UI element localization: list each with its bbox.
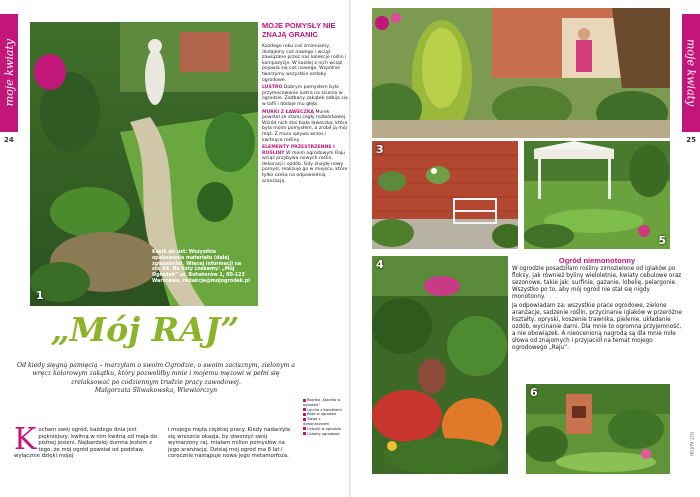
- right-heading: Ogród niemonotonny: [558, 256, 636, 265]
- pergola-illustration: [524, 141, 670, 249]
- article-title: „Mój RAJ”: [50, 310, 240, 349]
- body-column-2: i mojego męża ciężkiej pracy. Kiedy nadarzyła się wreszcie okazja, by stworzyć swój wymarzony raj, miałam milion pomysłów na jego aranżację. Dzisiaj mój ogród ma 8 lat i corocznie nastąpuje nowa jego metamorfoza.: [168, 427, 290, 459]
- sidebar-intro: Każdego roku coś zmieniamy, dodajemy coś nowego i wciąż zawiązane przez nas kolekcje roślin i kompozycje. W każdej z nich wciąż pojawia się coś nowego. Wspólnie tworzymy wszystkie ozdoby ogrodowe.: [262, 44, 347, 83]
- square-bullet-icon: [303, 399, 306, 402]
- drop-cap: K: [14, 422, 37, 457]
- section-tab-left: moje kwiaty: [0, 14, 18, 132]
- square-bullet-icon: [303, 432, 306, 435]
- article-author: Małgorzata Śliwakowska, Wiewiórczyn: [94, 387, 218, 395]
- sidebar-item-label: ELEMENTY PRZESTRZENNE I ROŚLINY: [262, 145, 335, 156]
- photo-number: 4: [376, 258, 384, 271]
- legend-item: Róże w ogrodzie: [303, 412, 347, 417]
- legend-item: Ozdoby ogrodowe: [303, 432, 347, 437]
- legend-item: Trawa z dzwoneczkami: [303, 417, 330, 426]
- square-bullet-icon: [303, 418, 306, 421]
- sidebar-item: ELEMENTY PRZESTRZENNE I ROŚLINY W moim ogrodowym Raju wciąż przybywa nowych roślin, dekoracji i ozdób. Gdy znajdę nowy pomysł, realizuję go w miejscu, które tylko czeka na odpowiednią aranżację.: [262, 145, 348, 184]
- garden-bottom-illustration: [526, 384, 670, 474]
- photo-flower-beds: [372, 256, 508, 474]
- photo-garden-bottom: [526, 384, 670, 474]
- legend: [303, 398, 347, 436]
- photo-number: 3: [376, 143, 384, 156]
- photo-caption: Kącik do ust: Wszystkie opakowania materiału (dalej zgłoszenie). Więcej informacji na str. 64. Na listy czekamy: „Mój Ogródek” ul. Bohaterów 1, 00-123 Warszawa, redakcja@mojogrodek.pl: [152, 250, 250, 284]
- right-body: [512, 266, 684, 354]
- page-number-left: 24: [4, 136, 14, 144]
- right-paragraph-2: Ja odpowiadam za: wszystkie prace ogrodowe, zielone aranżacje, sadzenie roślin, przycinanie iglaków w przeróżne kształty, opryski, koszenie trawnika, pielenie, układanie ozdób, wycinanie darni. Dla mnie to ogromna przyjemność, a nie obowiązek. A nieocenioną nagrodą są dla mnie miłe słowa od znajomych i przyjaciół na temat mojego ogrodowego „Raju”.: [512, 303, 682, 351]
- right-paragraph-1: W ogrodzie posadziłam rośliny zimozielone od iglaków po floksy, jak również byliny wieloletnie, kwiaty cebulowe oraz sezonowe, takie jak: surfinie, gazanie, lobelię, pelargonie. Wszystko po to, aby mój ogród nie stał się nigdy monotonny.: [512, 266, 682, 300]
- square-bullet-icon: [303, 413, 306, 416]
- legend-item: Rozdka „Kobieta w ogrodzie”: [303, 398, 341, 407]
- square-bullet-icon: [303, 408, 306, 411]
- page-number-right: 25: [686, 136, 696, 144]
- sidebar-item-label: MURKI Z ŁAWECZKĄ: [262, 109, 314, 115]
- wall-bench-illustration: [372, 141, 518, 249]
- article-lead: Od kiedy sięgną pamięcią – marzyłam o swoim Ogrodzie, o swoim zacisznym, zielonym a wręcz kolorowym zakątku, który pozwoliłby mnie i mojemu mężowi w pełni się zrelaksować po codziennym trudzie pracy zawodowej. Małgorzata Śliwakowska, Wiewiórczyn: [14, 362, 298, 396]
- sidebar-item-label: LUSTRO: [262, 85, 283, 91]
- square-bullet-icon: [303, 427, 306, 430]
- photo-number: 5: [658, 234, 666, 247]
- legend-item: Laurka z kwiatkami: [303, 408, 347, 413]
- photo-pergola: [524, 141, 670, 249]
- flower-beds-illustration: [372, 256, 508, 474]
- sidebar-item: LUSTRO Dobrym pomysłem było przymocowanie lustra na ścianie w ogrodzie. Zadbany zakątek odbija się w tafli i dodaje mu głębi.: [262, 85, 348, 107]
- body-column-1: Kocham swój ogród, każdego dnia jest piękniejszy, kwitną w nim kwitną od maja do późnej jesieni. Najbardziej dumna jestem z tego, że mój ogród powstał od podstaw, wyłącznie dzięki mojej: [14, 422, 158, 459]
- sidebar-column: [262, 44, 348, 186]
- photo-wall-bench: [372, 141, 518, 249]
- photo-number: 6: [530, 386, 538, 399]
- legend-item: Cebulki w ogrodzie: [303, 427, 347, 432]
- garden-overview-illustration: [372, 8, 670, 138]
- sidebar-heading: MOJE POMYSŁY NIE ZNAJĄ GRANIC: [262, 21, 336, 39]
- photo-garden-overview: [372, 8, 670, 138]
- photo-number: 1: [36, 289, 44, 302]
- section-tab-right: moje kwiaty: [682, 14, 700, 132]
- page-gutter: [349, 0, 351, 497]
- photo-credit: FOT. AUTOR: [689, 432, 694, 456]
- sidebar-item: MURKI Z ŁAWECZKĄ Murek powstał ze starej cegły rozbiórkowej. Wśród nich stoi biała ławeczka, która była moim pomysłem, a zrobił ją mój mąż. Z muru spływa wrzos i kwitnące rośliny.: [262, 109, 348, 143]
